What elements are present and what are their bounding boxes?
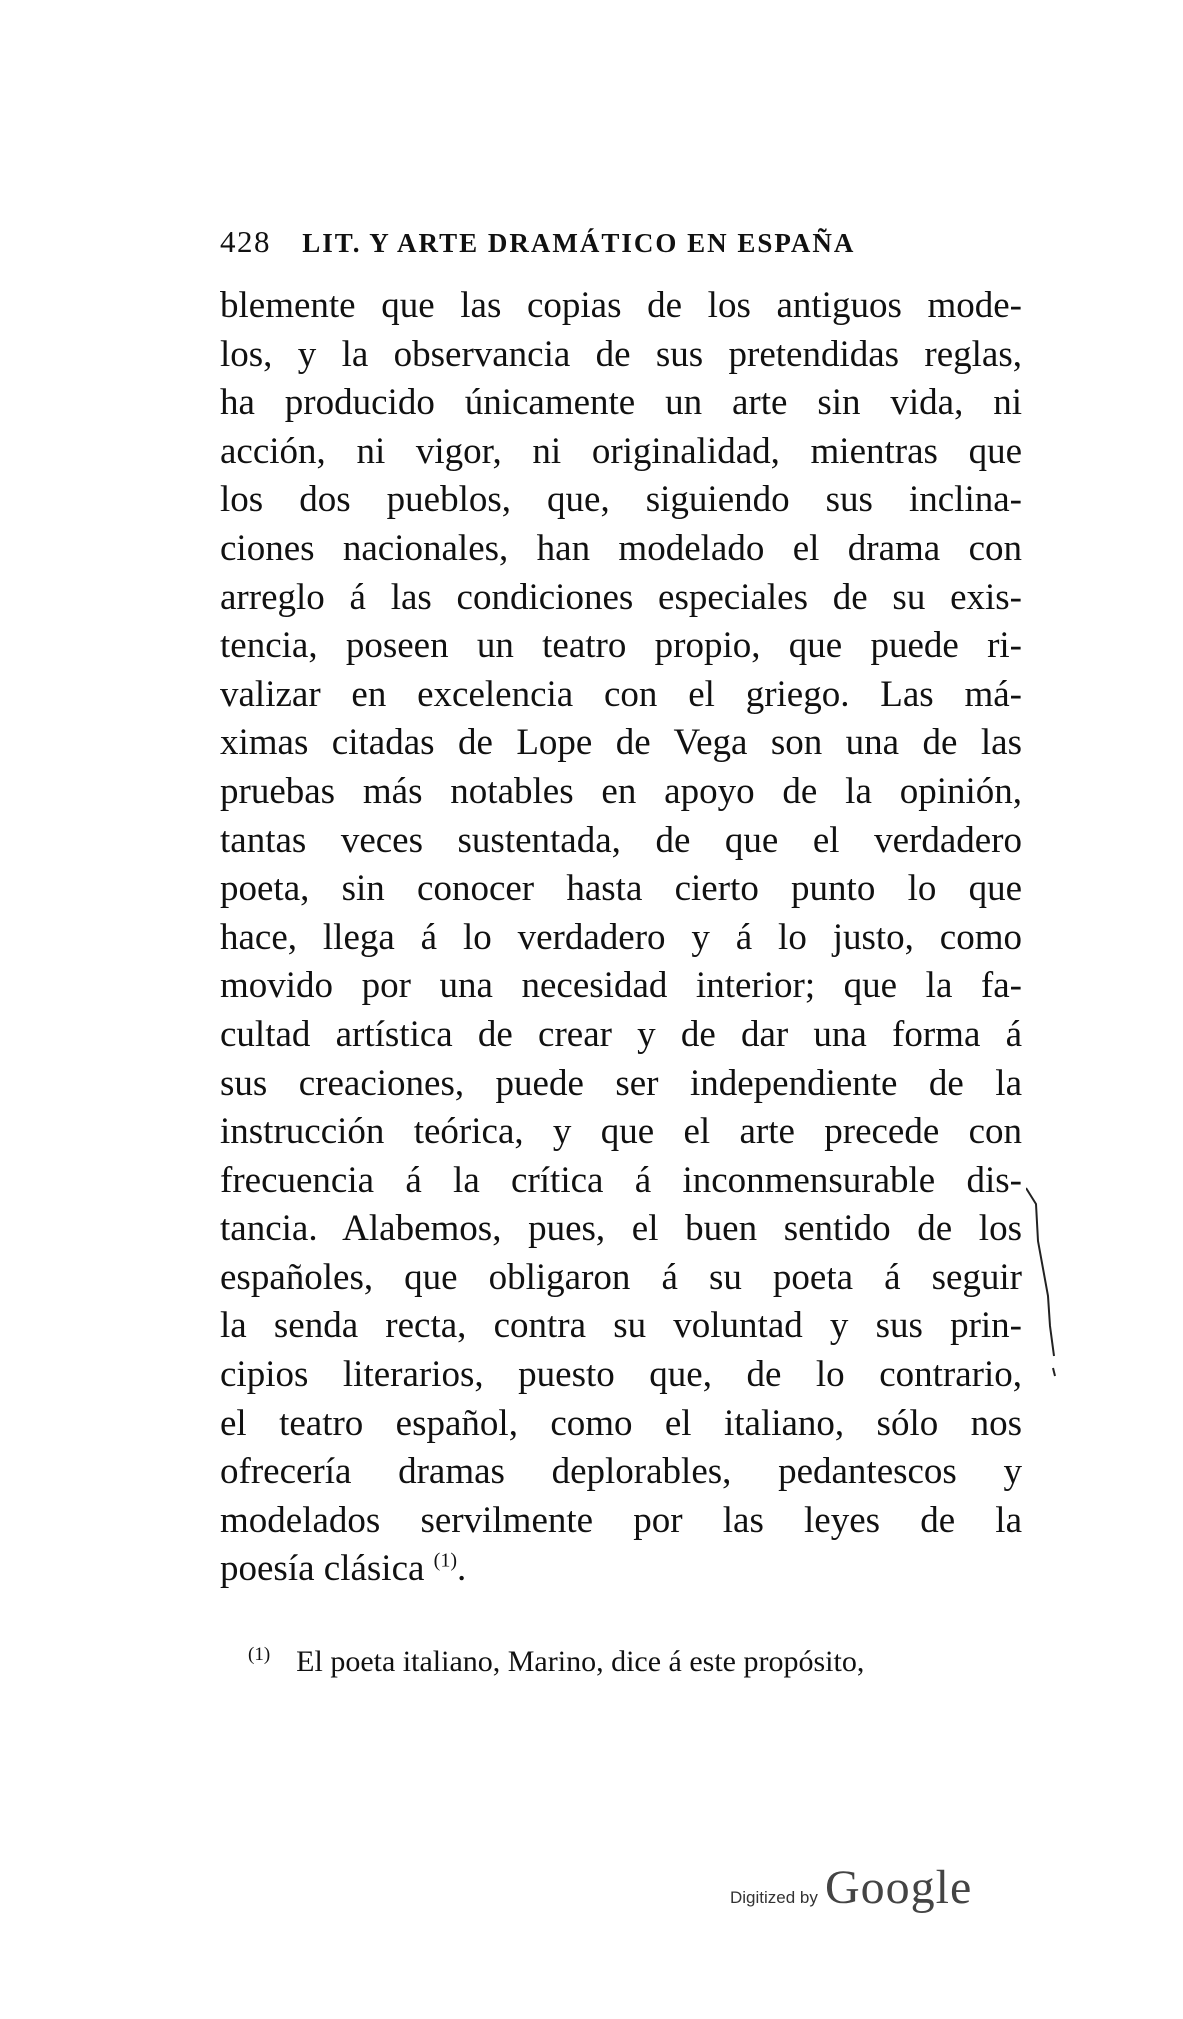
text-line: ha producido únicamente un arte sin vida, ni [220, 382, 1022, 424]
text-line: blemente que las copias de los antiguos mode- [220, 285, 1022, 326]
text-line: tencia, poseen un teatro propio, que puede ri- [220, 625, 1022, 667]
text-line: los, y la observancia de sus pretendidas reglas, [220, 333, 1022, 375]
text-line: tancia. Alabemos, pues, el buen sentido de los [220, 1208, 1022, 1250]
page-number: 428 [220, 224, 271, 259]
text-line: hace, llega á lo verdadero y á lo justo, como [220, 916, 1022, 958]
footnote-marker: (1) [248, 1644, 271, 1665]
text-line: los dos pueblos, que, siguiendo sus inclina- [220, 479, 1022, 521]
text-line: ofrecería dramas deplorables, pedantescos y [220, 1451, 1022, 1493]
text-line: poeta, sin conocer hasta cierto punto lo que [220, 868, 1022, 910]
text-line: españoles, que obligaron á su poeta á seguir [220, 1256, 1022, 1298]
text-line: cultad artística de crear y de dar una forma á [220, 1013, 1022, 1055]
digitized-watermark [730, 1860, 972, 1915]
google-logo: Google [824, 1861, 973, 1914]
footnote-text: El poeta italiano, Marino, dice á este propósito, [296, 1645, 865, 1678]
text-line: movido por una necesidad interior; que la fa- [220, 965, 1022, 1007]
text-line: frecuencia á la crítica á inconmensurable dis- [220, 1159, 1022, 1201]
text-line: pruebas más notables en apoyo de la opinión, [220, 770, 1022, 812]
text-line: la senda recta, contra su voluntad y sus prin- [220, 1305, 1022, 1347]
text-line: tantas veces sustentada, de que el verdadero [220, 819, 1022, 861]
digitized-by-label: Digitized by [730, 1888, 818, 1907]
text-line: ciones nacionales, han modelado el drama con [220, 527, 1022, 569]
text-line: acción, ni vigor, ni originalidad, mientras que [220, 430, 1022, 472]
last-line-trail: . [457, 1548, 467, 1590]
footnote-reference[interactable]: (1) [433, 1550, 457, 1573]
margin-annotation-mark [1026, 1186, 1076, 1396]
text-line: sus creaciones, puede ser independiente de la [220, 1062, 1022, 1104]
last-line-text: poesía clásica [220, 1548, 434, 1590]
text-line: valizar en excelencia con el griego. Las má- [220, 673, 1022, 715]
running-title: LIT. Y ARTE DRAMÁTICO EN ESPAÑA [302, 228, 856, 258]
running-header [220, 224, 855, 260]
text-line: ximas citadas de Lope de Vega son una de las [220, 722, 1022, 764]
text-line-last [220, 1545, 1022, 1594]
text-line: instrucción teórica, y que el arte precede con [220, 1111, 1022, 1153]
text-line: arreglo á las condiciones especiales de su exis- [220, 576, 1022, 618]
text-line: modelados servilmente por las leyes de la [220, 1499, 1022, 1541]
footnote [248, 1644, 1028, 1679]
text-line: el teatro español, como el italiano, sólo nos [220, 1402, 1022, 1444]
body-text [220, 282, 1022, 1594]
text-line: cipios literarios, puesto que, de lo contrario, [220, 1354, 1022, 1396]
